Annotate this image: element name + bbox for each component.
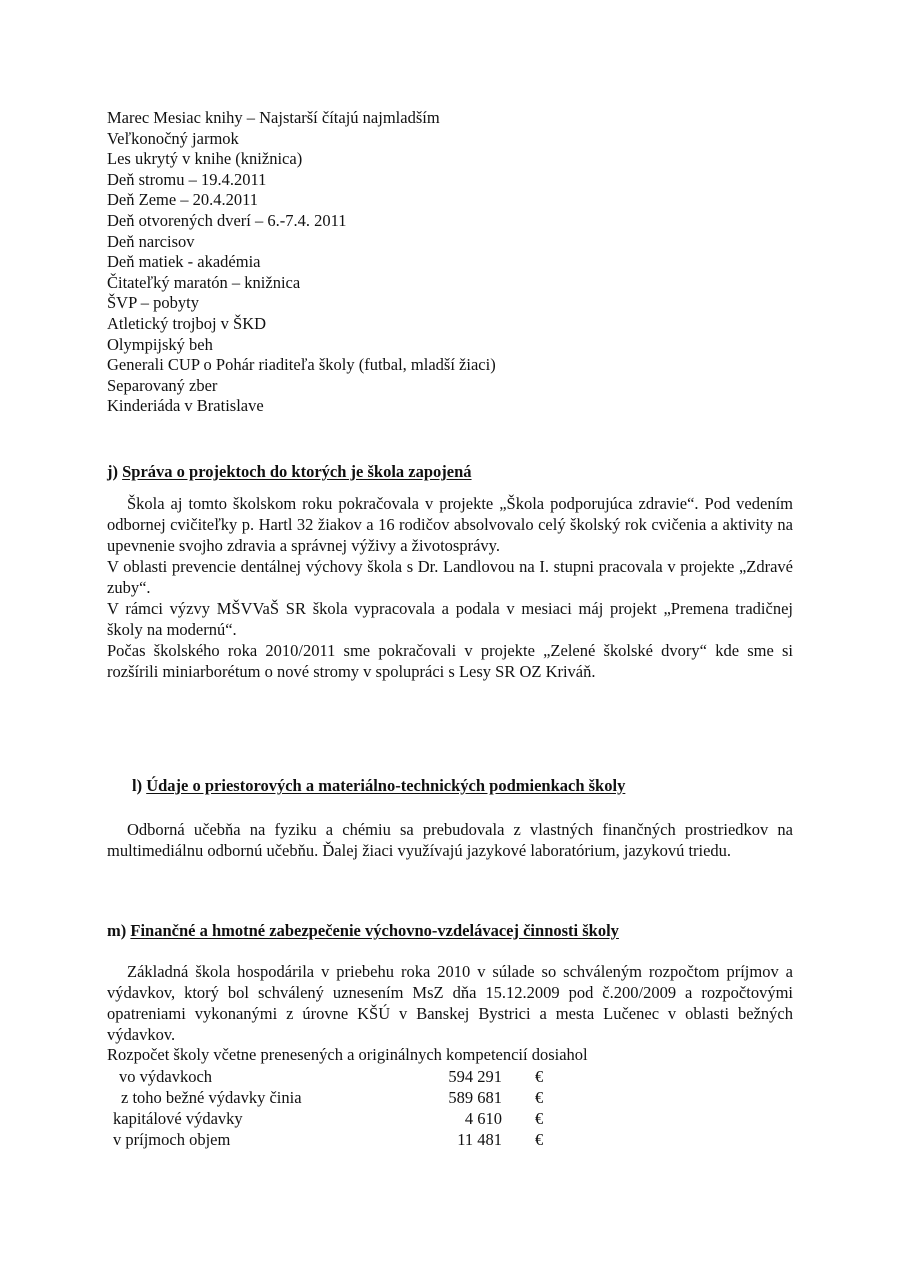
budget-table bbox=[107, 1067, 567, 1151]
budget-value: 589 681 bbox=[448, 1088, 502, 1107]
list-item: Separovaný zber bbox=[107, 375, 218, 395]
section-l-body bbox=[107, 819, 793, 861]
budget-value: 4 610 bbox=[464, 1109, 502, 1128]
currency-symbol: € bbox=[535, 1109, 544, 1128]
section-m-title: Finančné a hmotné zabezpečenie výchovno-vzdelávacej činnosti školy bbox=[130, 921, 619, 940]
list-item: Veľkonočný jarmok bbox=[107, 128, 239, 148]
budget-label: vo výdavkoch bbox=[119, 1067, 213, 1086]
budget-intro: Rozpočet školy včetne prenesených a originálnych kompetencií dosiahol bbox=[107, 1045, 588, 1064]
section-l-prefix: l) bbox=[132, 776, 143, 795]
list-item: Deň matiek - akadémia bbox=[107, 252, 261, 272]
table-row bbox=[107, 1109, 567, 1130]
section-j-prefix: j) bbox=[107, 462, 118, 481]
currency-symbol: € bbox=[535, 1067, 544, 1086]
list-item: Generali CUP o Pohár riaditeľa školy (futbal, mladší žiaci) bbox=[107, 355, 496, 375]
list-item: Les ukrytý v knihe (knižnica) bbox=[107, 149, 303, 169]
list-item: Deň narcisov bbox=[107, 231, 195, 251]
section-j-heading bbox=[107, 462, 472, 482]
section-l-title: Údaje o priestorových a materiálno-technických podmienkach školy bbox=[146, 776, 626, 795]
list-item: Čitateľký maratón – knižnica bbox=[107, 272, 301, 292]
list-item: Deň otvorených dverí – 6.-7.4. 2011 bbox=[107, 210, 347, 230]
paragraph: Počas školského roka 2010/2011 sme pokračovali v projekte „Zelené školské dvory“ kde sme si rozšírili miniarborétum o nové stromy v spolupráci s Lesy SR OZ Kriváň. bbox=[107, 641, 793, 681]
paragraph: Základná škola hospodárila v priebehu roka 2010 v súlade so schváleným rozpočtom príjmov a výdavkov, ktorý bol schválený uznesením MsZ dňa 15.12.2009 pod č.200/2009 a rozpočtovými opatreniami vykonanými z úrovne KŠÚ v Banskej Bystrici a mesta Lučenec v oblasti bežných výdavkov. bbox=[107, 962, 793, 1044]
table-row bbox=[107, 1067, 567, 1088]
list-item: Deň stromu – 19.4.2011 bbox=[107, 169, 267, 189]
budget-label: kapitálové výdavky bbox=[113, 1109, 243, 1128]
list-item: Marec Mesiac knihy – Najstarší čítajú najmladším bbox=[107, 108, 440, 127]
list-item: Olympijský beh bbox=[107, 334, 213, 354]
paragraph: V rámci výzvy MŠVVaŠ SR škola vypracovala a podala v mesiaci máj projekt „Premena tradičnej školy na modernú“. bbox=[107, 599, 793, 639]
activities-list bbox=[107, 108, 496, 417]
budget-label: z toho bežné výdavky činia bbox=[121, 1088, 302, 1107]
paragraph: Škola aj tomto školskom roku pokračovala v projekte „Škola podporujúca zdravie“. Pod vedením odbornej cvičiteľky p. Hartl 32 žiakov a 16 rodičov absolvovalo celý školský rok cvičenia a aktivity na upevnenie svojho zdravia a správnej výživy a životosprávy. bbox=[107, 494, 793, 555]
table-row bbox=[107, 1088, 567, 1109]
section-l-heading bbox=[132, 776, 625, 796]
budget-value: 11 481 bbox=[457, 1130, 502, 1149]
list-item: Deň Zeme – 20.4.2011 bbox=[107, 190, 259, 210]
paragraph: V oblasti prevencie dentálnej výchovy škola s Dr. Landlovou na I. stupni pracovala v projekte „Zdravé zuby“. bbox=[107, 557, 793, 597]
budget-label: v príjmoch objem bbox=[113, 1130, 231, 1149]
list-item: Atletický trojboj v ŠKD bbox=[107, 313, 267, 333]
section-j-body bbox=[107, 493, 793, 682]
section-m-body bbox=[107, 961, 793, 1045]
section-m-heading bbox=[107, 921, 619, 941]
section-m-prefix: m) bbox=[107, 921, 127, 940]
paragraph: Odborná učebňa na fyziku a chémiu sa prebudovala z vlastných finančných prostriedkov na multimediálnu odbornú učebňu. Ďalej žiaci využívajú jazykové laboratórium, jazykovú triedu. bbox=[107, 820, 793, 860]
currency-symbol: € bbox=[535, 1088, 544, 1107]
currency-symbol: € bbox=[535, 1130, 544, 1149]
budget-value: 594 291 bbox=[448, 1067, 502, 1086]
table-row bbox=[107, 1130, 567, 1151]
list-item: Kinderiáda v Bratislave bbox=[107, 396, 264, 416]
section-j-title: Správa o projektoch do ktorých je škola zapojená bbox=[122, 462, 472, 481]
list-item: ŠVP – pobyty bbox=[107, 293, 199, 313]
